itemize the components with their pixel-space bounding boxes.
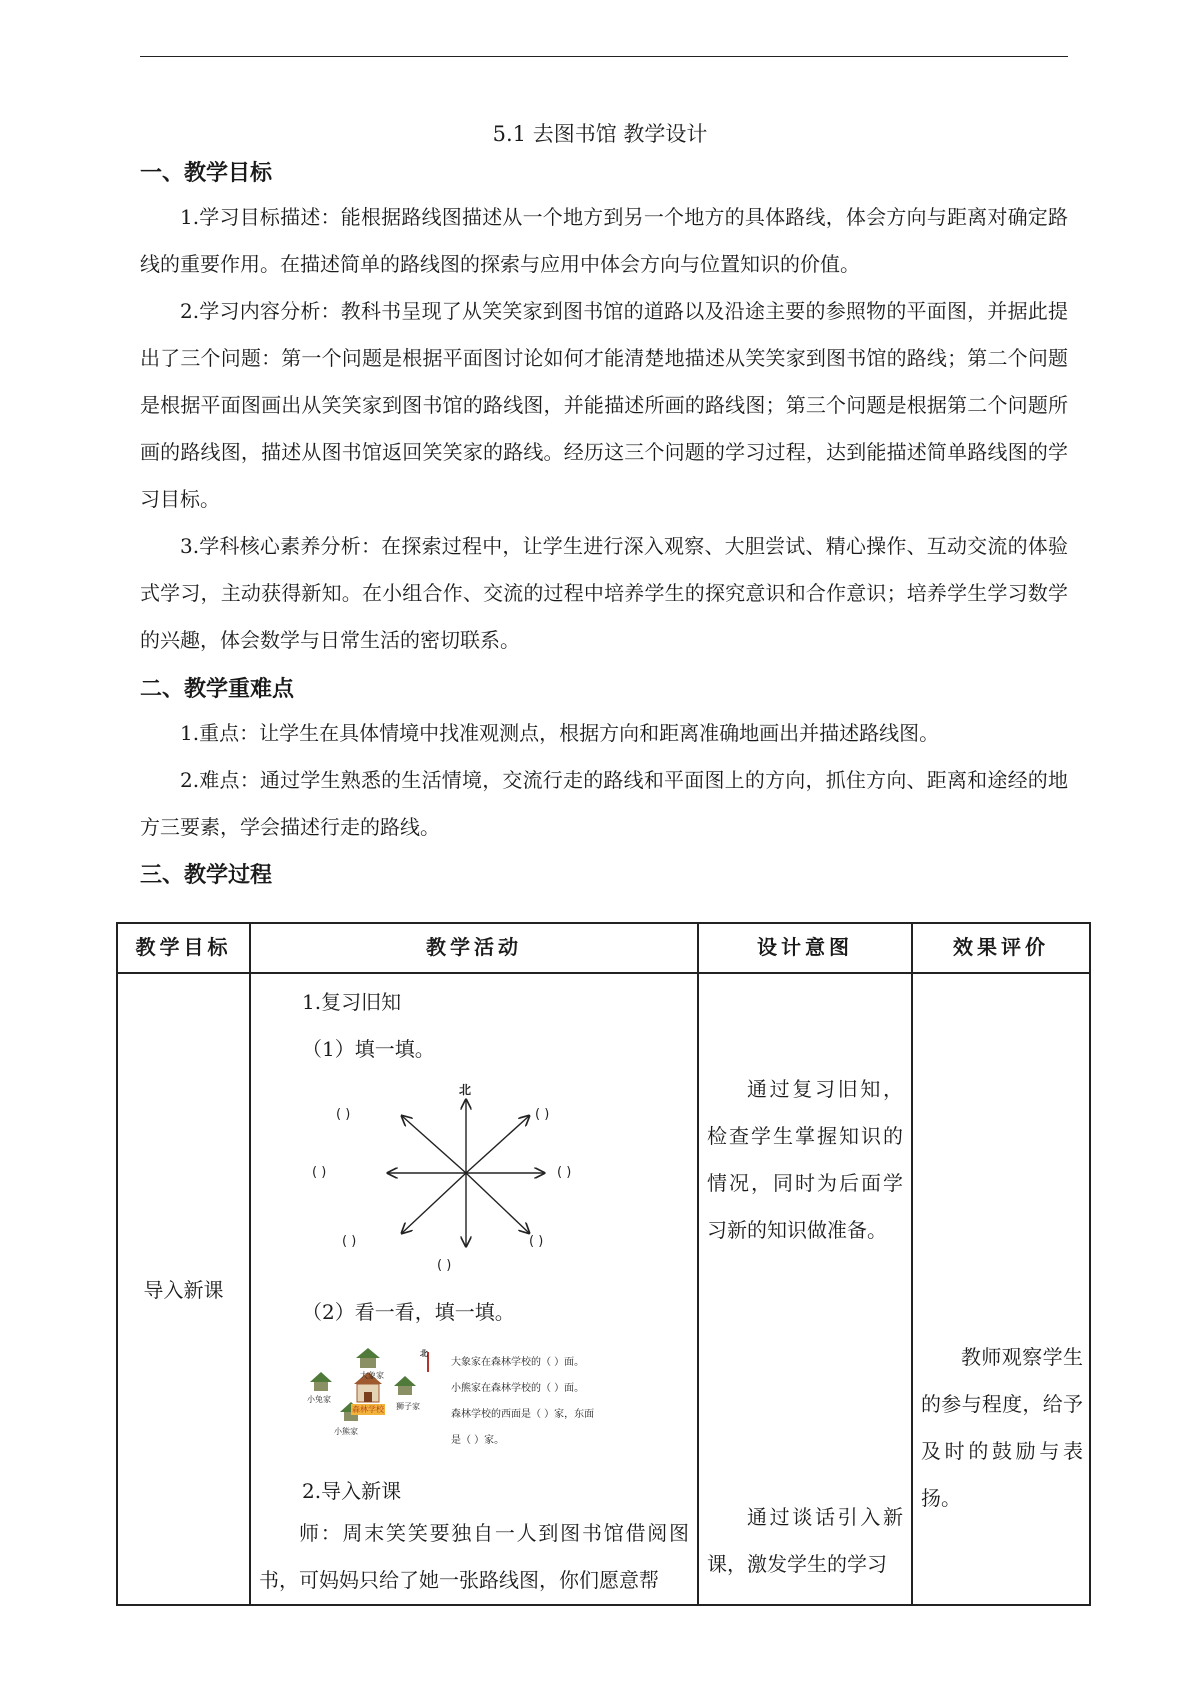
intent-introduce-text: 通过谈话引入新课，激发学生的学习 [707,1505,903,1576]
question-1: （1）填一填。 [302,1037,435,1061]
compass-blank-se: ( ) [529,1234,544,1249]
compass-blank-w: ( ) [312,1165,327,1180]
keypoint-1: 1.重点：让学生在具体情境中找准观测点，根据方向和距离准确地画出并描述路线图。 [180,721,940,745]
step-introduce: 2.导入新课 [302,1479,402,1503]
lion-house-icon [394,1376,416,1395]
keypoint-2: 2.难点：通过学生熟悉的生活情境，交流行走的路线和平面图上的方向，抓住方向、距离和途经的地方三要素，学会描述行走的路线。 [140,768,1068,839]
label-rabbit-house: 小兔家 [307,1395,331,1404]
section-heading-objectives: 一、教学目标 [140,161,273,186]
compass-north-label: 北 [459,1083,472,1097]
intent-introduce [707,1494,903,1588]
goal-cell: 导入新课 [143,1278,224,1302]
table-header-intent: 设计意图 [757,935,853,959]
objective-1: 1.学习目标描述：能根据路线图描述从一个地方到另一个地方的具体路线，体会方向与距离对确定路线的重要作用。在描述简单的路线图的探索与应用中体会方向与位置知识的价值。 [140,205,1068,276]
map-question-line-2: 小熊家在森林学校的（ ）面。 [451,1383,585,1394]
table-header-goal: 教学目标 [135,935,232,959]
teacher-dialog [259,1510,689,1604]
intent-review [707,1066,903,1254]
label-bear-house: 小熊家 [334,1427,358,1436]
map-question-line-4: 是（ ）家。 [451,1435,505,1446]
teacher-dialog-text: 师：周末笑笑要独自一人到图书馆借阅图书，可妈妈只给了她一张路线图，你们愿意帮 [259,1521,689,1592]
evaluation-text: 教师观察学生的参与程度，给予及时的鼓励与表扬。 [921,1345,1083,1510]
elephant-house-icon [356,1348,380,1368]
map-north-label: 北 [420,1349,428,1358]
map-question-line-3: 森林学校的西面是（ ）家，东面 [451,1409,595,1420]
section-heading-keypoints: 二、教学重难点 [140,677,295,702]
objectives-block [140,194,1068,664]
keypoints-block [140,710,1068,851]
header-rule [140,56,1068,57]
document-title: 5.1 去图书馆 教学设计 [492,122,708,146]
compass-blank-nw: ( ) [336,1107,351,1122]
objective-3: 3.学科核心素养分析：在探索过程中，让学生进行深入观察、大胆尝试、精心操作、互动交流的体验式学习，主动获得新知。在小组合作、交流的过程中培养学生的探究意识和合作意识；培养学生学习数学的兴趣，体会数学与日常生活的密切联系。 [140,534,1068,652]
table-header-activity: 教学活动 [426,935,522,959]
rabbit-house-icon [310,1372,332,1391]
compass-blank-sw: ( ) [342,1234,357,1249]
section-heading-process: 三、教学过程 [140,863,273,888]
label-lion-house: 狮子家 [396,1402,420,1411]
label-elephant-house: 大象家 [360,1371,384,1380]
objective-2: 2.学习内容分析：教科书呈现了从笑笑家到图书馆的道路以及沿途主要的参照物的平面图，并据此提出了三个问题：第一个问题是根据平面图讨论如何才能清楚地描述从笑笑家到图书馆的路线；第二个问题是根据平面图画出从笑笑家到图书馆的路线图，并能描述所画的路线图；第三个问题是根据第二个问题所画的路线图，描述从图书馆返回笑笑家的路线。经历这三个问题的学习过程，达到能描述简单路线图的学习目标。 [140,299,1068,511]
table-header-evaluation: 效果评价 [953,935,1049,959]
evaluation-cell [921,1334,1083,1522]
compass-blank-s: ( ) [437,1258,452,1273]
question-2: （2）看一看，填一填。 [302,1300,515,1324]
compass-blank-ne: ( ) [535,1107,550,1122]
step-review: 1.复习旧知 [302,990,402,1014]
map-question-line-1: 大象家在森林学校的（ ）面。 [451,1357,585,1368]
intent-review-text: 通过复习旧知，检查学生掌握知识的情况，同时为后面学习新的知识做准备。 [707,1077,903,1242]
label-forest-school: 森林学校 [352,1405,384,1414]
compass-blank-e: ( ) [557,1165,572,1180]
